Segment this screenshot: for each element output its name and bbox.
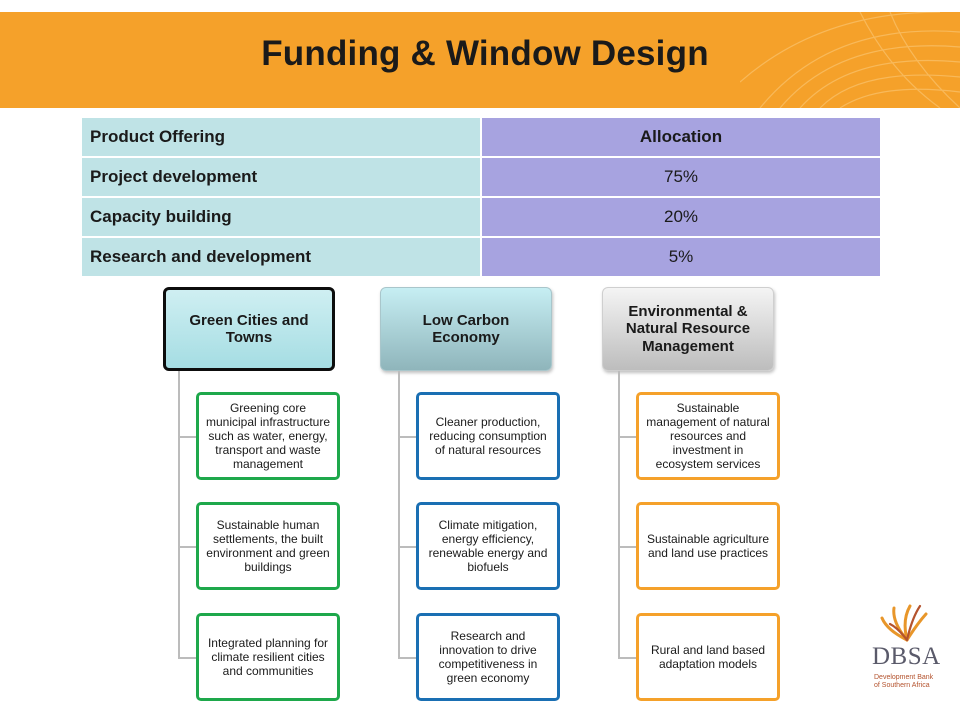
table-row: [81, 237, 881, 277]
connector-line: [178, 436, 196, 438]
logo-wordmark: DBSA: [872, 643, 941, 670]
connector-line: [398, 436, 416, 438]
logo-tagline: [874, 674, 954, 691]
window-heading-environmental: Environmental & Natural Resource Management: [602, 287, 774, 371]
allocation-table: [80, 116, 882, 278]
window-item-low-carbon: Cleaner production, reducing consumption of natural resources: [416, 392, 560, 480]
connector-line: [178, 657, 196, 659]
connector-line: [178, 546, 196, 548]
header-product-offering: Product Offering: [81, 117, 481, 157]
row-offering: Capacity building: [81, 197, 481, 237]
row-allocation: 5%: [481, 237, 881, 277]
logo-tagline-line2: of Southern Africa: [874, 682, 930, 690]
table-row: [81, 197, 881, 237]
table-row: [81, 157, 881, 197]
page-title: Funding & Window Design: [261, 34, 709, 73]
window-item-environmental: Sustainable agriculture and land use practices: [636, 502, 780, 590]
connector-line: [618, 657, 636, 659]
row-allocation: 75%: [481, 157, 881, 197]
connector-line: [618, 371, 620, 659]
row-allocation: 20%: [481, 197, 881, 237]
window-item-low-carbon: Climate mitigation, energy efficiency, renewable energy and biofuels: [416, 502, 560, 590]
row-offering: Project development: [81, 157, 481, 197]
window-heading-low-carbon: Low Carbon Economy: [380, 287, 552, 371]
connector-line: [618, 436, 636, 438]
header-allocation: Allocation: [481, 117, 881, 157]
window-item-environmental: Rural and land based adaptation models: [636, 613, 780, 701]
window-item-environmental: Sustainable management of natural resources and investment in ecosystem services: [636, 392, 780, 480]
table-header-row: [81, 117, 881, 157]
connector-line: [398, 546, 416, 548]
window-item-green-cities: Integrated planning for climate resilient cities and communities: [196, 613, 340, 701]
logo-tagline-line1: Development Bank: [874, 674, 934, 681]
connector-line: [618, 546, 636, 548]
window-heading-green-cities: Green Cities and Towns: [163, 287, 335, 371]
window-item-low-carbon: Research and innovation to drive competitiveness in green economy: [416, 613, 560, 701]
window-item-green-cities: Greening core municipal infrastructure such as water, energy, transport and waste management: [196, 392, 340, 480]
row-offering: Research and development: [81, 237, 481, 277]
connector-line: [178, 371, 180, 659]
connector-line: [398, 371, 400, 659]
window-item-green-cities: Sustainable human settlements, the built environment and green buildings: [196, 502, 340, 590]
connector-line: [398, 657, 416, 659]
